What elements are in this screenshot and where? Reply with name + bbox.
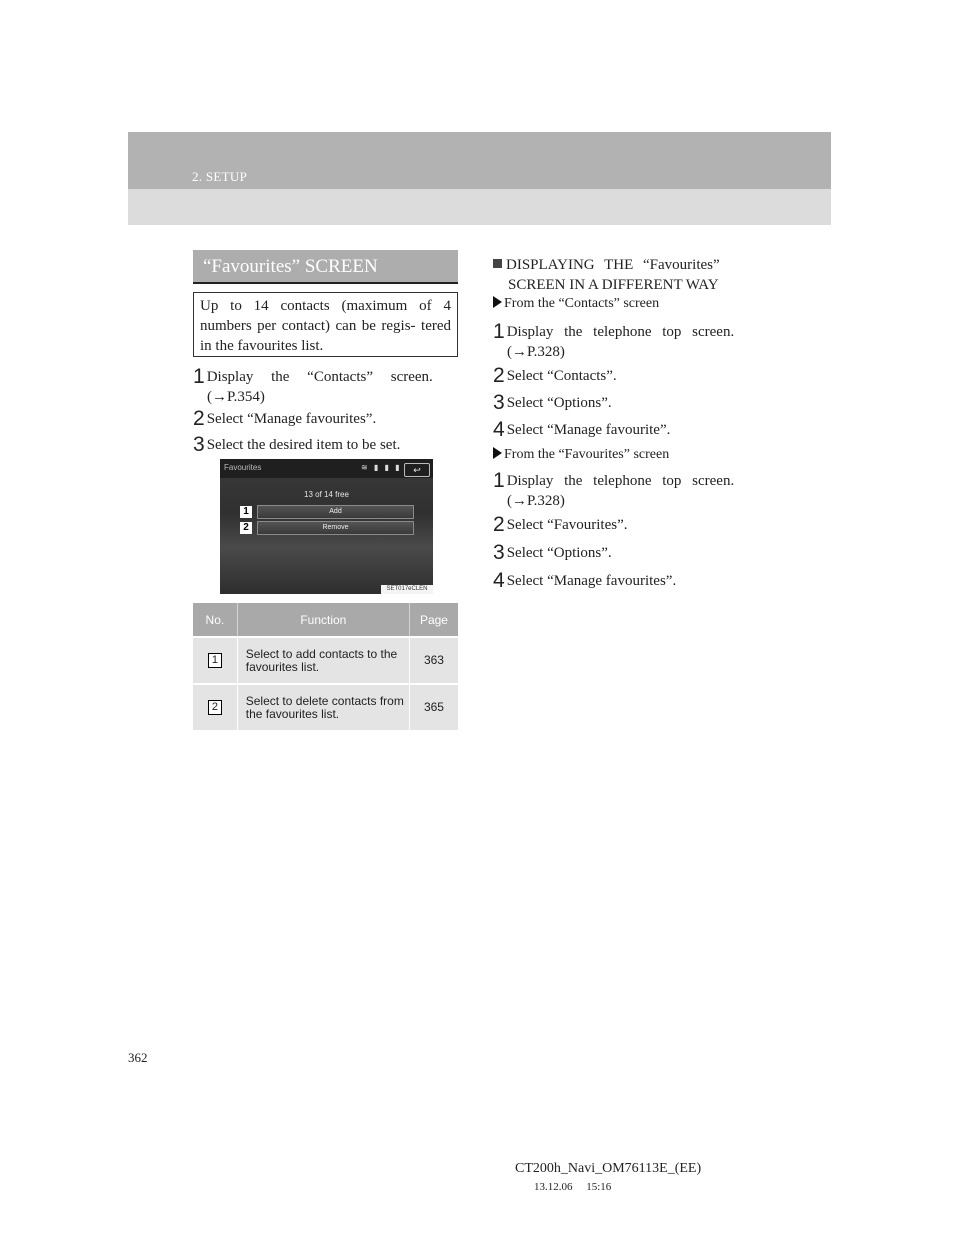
- row-page: 365: [409, 684, 458, 730]
- number-box: 2: [208, 700, 222, 715]
- row-no: [193, 637, 237, 684]
- step-1: [193, 367, 458, 407]
- step-text: Display the telephone top screen.: [506, 473, 735, 489]
- group-title-text: From the “Contacts” screen: [504, 296, 660, 311]
- step-number: 2: [493, 513, 505, 536]
- page-reference: (→P.328): [507, 344, 565, 360]
- step-number: 3: [493, 391, 505, 414]
- right-step-2: [493, 366, 617, 386]
- table-row: [193, 637, 458, 684]
- right-step-7: [493, 543, 612, 563]
- table-header: [193, 603, 458, 637]
- intro-box: Up to 14 contacts (maximum of 4 numbers per contact) can be regis- tered in the favourites list.: [193, 292, 458, 357]
- heading-line-1: DISPLAYING THE “Favourites”: [506, 257, 720, 273]
- step-2: [193, 409, 376, 429]
- document-id: CT200h_Navi_OM76113E_(EE): [515, 1161, 702, 1176]
- right-heading: [493, 255, 720, 275]
- step-number: 1: [193, 365, 205, 388]
- print-timestamp: 13.12.06 15:16: [534, 1181, 612, 1193]
- step-text: Display the telephone top screen.: [506, 324, 735, 340]
- step-number: 4: [493, 418, 505, 441]
- row-function: Select to delete contacts from the favourites list.: [237, 684, 409, 730]
- callout-1: 1: [240, 506, 252, 518]
- page-number: 362: [128, 1050, 148, 1065]
- row-function: Select to add contacts to the favourites list.: [237, 637, 409, 684]
- triangle-bullet-icon: [493, 447, 502, 459]
- function-table: [193, 603, 458, 730]
- favourites-screenshot: [220, 459, 433, 594]
- step-number: 3: [493, 541, 505, 564]
- step-text: Select “Manage favourites”.: [206, 411, 377, 427]
- step-text: Select “Contacts”.: [506, 368, 617, 384]
- page-reference: (→P.328): [507, 493, 565, 509]
- table-row: [193, 684, 458, 730]
- right-step-5: [493, 471, 743, 511]
- image-code: SET017eCLEN: [381, 585, 433, 594]
- free-count: 13 of 14 free: [304, 490, 349, 499]
- right-step-3: [493, 393, 612, 413]
- step-text: Select “Options”.: [506, 395, 612, 411]
- step-number: 2: [493, 364, 505, 387]
- back-icon[interactable]: ↩: [404, 463, 430, 477]
- step-text: Select the desired item to be set.: [206, 437, 401, 453]
- col-no: No.: [193, 603, 237, 637]
- col-function: Function: [237, 603, 409, 637]
- step-text: Select “Favourites”.: [506, 517, 628, 533]
- step-text: Select “Manage favourite”.: [506, 422, 671, 438]
- triangle-bullet-icon: [493, 296, 502, 308]
- number-box: 1: [208, 653, 222, 668]
- step-text: Select “Options”.: [506, 545, 612, 561]
- row-page: 363: [409, 637, 458, 684]
- step-3: [193, 435, 400, 455]
- heading-line-2: SCREEN IN A DIFFERENT WAY: [508, 277, 719, 293]
- step-number: 1: [493, 320, 505, 343]
- step-number: 1: [493, 469, 505, 492]
- section-label: 2. SETUP: [192, 169, 248, 184]
- section-title: “Favourites” SCREEN: [193, 250, 458, 284]
- square-bullet-icon: [493, 259, 502, 268]
- step-text: Display the “Contacts” screen.: [206, 369, 433, 385]
- group-title-favourites: [493, 445, 669, 465]
- step-text: Select “Manage favourites”.: [506, 573, 677, 589]
- right-step-1: [493, 322, 743, 362]
- status-icons: ≋ ▮ ▮ ▮: [361, 463, 402, 472]
- header-subbar: [128, 189, 831, 225]
- row-no: [193, 684, 237, 730]
- callout-2: 2: [240, 522, 252, 534]
- step-number: 3: [193, 433, 205, 456]
- screen-title: Favourites: [224, 463, 262, 472]
- remove-button[interactable]: Remove: [257, 521, 414, 535]
- step-number: 4: [493, 569, 505, 592]
- right-step-8: [493, 571, 676, 591]
- right-step-4: [493, 420, 670, 440]
- page-reference: (→P.354): [207, 389, 265, 405]
- col-page: Page: [409, 603, 458, 637]
- step-number: 2: [193, 407, 205, 430]
- group-title-text: From the “Favourites” screen: [504, 447, 670, 462]
- add-button[interactable]: Add: [257, 505, 414, 519]
- group-title-contacts: [493, 294, 659, 314]
- right-step-6: [493, 515, 627, 535]
